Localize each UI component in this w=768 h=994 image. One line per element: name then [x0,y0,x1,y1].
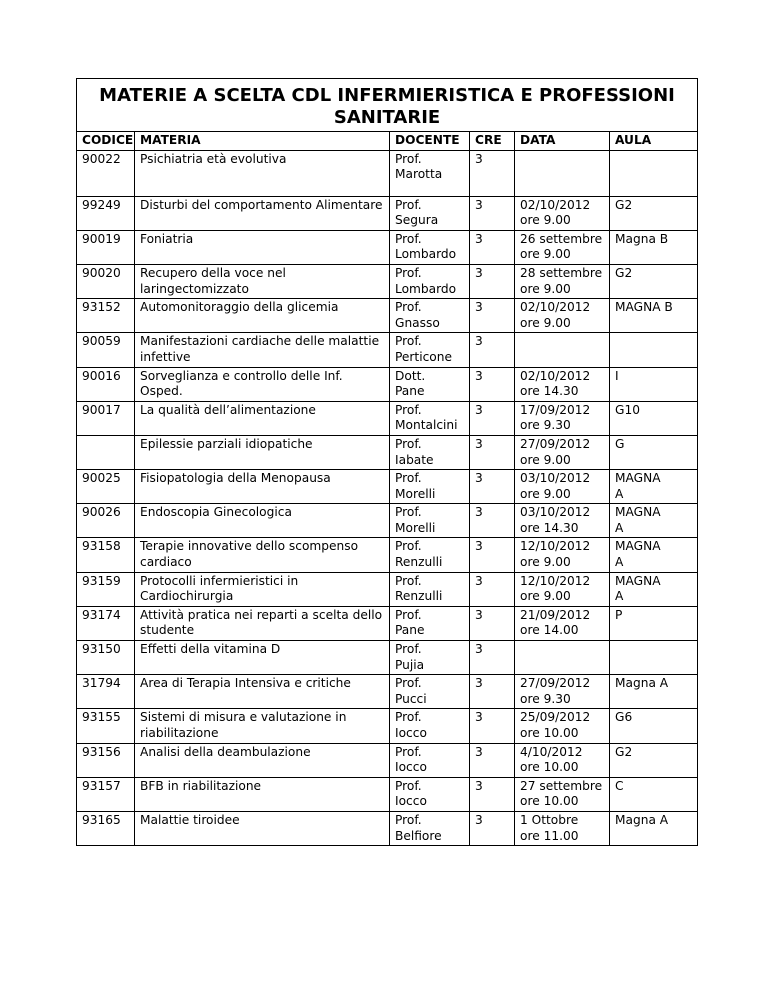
cell-aula [610,470,698,504]
cell-aula [610,196,698,230]
table-row [77,401,698,435]
cell-cre: 3 [470,777,515,811]
cell-docente-line: Pujia [395,657,425,672]
cell-codice: 93174 [77,606,135,640]
cell-docente-line: Iocco [395,794,427,809]
table-row [77,333,698,367]
cell-data [515,401,610,435]
table-row [77,150,698,196]
cell-data-line: 02/10/2012 [520,300,591,315]
cell-docente [390,675,470,709]
cell-data [515,435,610,469]
cell-docente [390,401,470,435]
cell-codice: 93165 [77,811,135,845]
cell-aula-line: G6 [615,710,633,725]
cell-aula [610,299,698,333]
cell-aula [610,572,698,606]
cell-aula [610,538,698,572]
cell-docente-line: Prof. [395,676,422,691]
cell-docente [390,538,470,572]
cell-cre: 3 [470,299,515,333]
cell-data-line: 12/10/2012 [520,573,591,588]
cell-docente-line: Belfiore [395,828,442,843]
table-row [77,572,698,606]
cell-materia: Fisiopatologia della Menopausa [135,470,390,504]
cell-docente-line: Pucci [395,691,427,706]
cell-data-line: 21/09/2012 [520,607,591,622]
cell-aula [610,401,698,435]
table-row [77,777,698,811]
cell-aula-line: I [615,368,619,383]
cell-data-line: ore 9.30 [520,418,571,433]
cell-codice: 93156 [77,743,135,777]
cell-docente-line: Prof. [395,265,422,280]
cell-docente [390,470,470,504]
cell-cre: 3 [470,572,515,606]
cell-aula-line: A [615,589,624,604]
cell-docente-line: Prof. [395,642,422,657]
cell-docente-line: Prof. [395,471,422,486]
cell-codice: 90059 [77,333,135,367]
cell-cre: 3 [470,333,515,367]
cell-docente-line: Prof. [395,436,422,451]
cell-docente-line: Marotta [395,167,443,182]
cell-cre: 3 [470,401,515,435]
cell-data-line: ore 10.00 [520,726,579,740]
cell-cre: 3 [470,709,515,743]
cell-data [515,196,610,230]
cell-docente-line: Prof. [395,231,422,246]
cell-data-line: ore 10.00 [520,760,579,775]
cell-data [515,150,610,196]
cell-codice: 90017 [77,401,135,435]
cell-docente-line: Prof. [395,812,422,827]
cell-codice [77,435,135,469]
cell-docente-line: Prof. [395,607,422,622]
table-row [77,435,698,469]
cell-data-line: 03/10/2012 [520,471,591,486]
cell-data-line: ore 9.00 [520,213,571,228]
table-row [77,709,698,743]
cell-docente-line: Iabate [395,452,434,467]
cell-docente-line: Iocco [395,760,427,775]
cell-data-line: 17/09/2012 [520,402,591,417]
cell-aula-line: A [615,555,624,570]
cell-cre: 3 [470,435,515,469]
cell-aula [610,777,698,811]
cell-docente-line: Iocco [395,726,427,740]
cell-data-line: ore 9.00 [520,315,571,330]
courses-table-body [77,79,698,846]
cell-docente-line: Lombardo [395,247,457,262]
cell-aula [610,333,698,367]
table-row [77,264,698,298]
cell-data [515,606,610,640]
cell-docente [390,264,470,298]
cell-docente [390,230,470,264]
cell-materia: BFB in riabilitazione [135,777,390,811]
cell-docente-line: Prof. [395,778,422,793]
cell-materia: Sorveglianza e controllo delle Inf. Osped. [135,367,390,401]
cell-data [515,264,610,298]
cell-docente-line: Renzulli [395,555,443,570]
cell-docente-line: Prof. [395,539,422,554]
cell-data-line: 02/10/2012 [520,197,591,212]
table-row [77,743,698,777]
cell-data-line: ore 9.00 [520,589,571,604]
cell-data-line: 1 Ottobre [520,812,579,827]
courses-table [76,78,698,846]
cell-docente-line: Perticone [395,349,452,364]
cell-docente-line: Prof. [395,505,422,520]
cell-data [515,333,610,367]
cell-data-line: ore 10.00 [520,794,579,809]
cell-docente [390,196,470,230]
cell-docente [390,333,470,367]
table-row [77,196,698,230]
cell-codice: 31794 [77,675,135,709]
cell-docente [390,743,470,777]
cell-data-line: 02/10/2012 [520,368,591,383]
cell-data-line: 03/10/2012 [520,505,591,520]
cell-materia: Manifestazioni cardiache delle malattie infettive [135,333,390,367]
cell-codice: 93157 [77,777,135,811]
cell-cre: 3 [470,675,515,709]
cell-codice: 93158 [77,538,135,572]
cell-data-line: 27 settembre [520,778,603,793]
cell-data [515,641,610,675]
cell-docente [390,606,470,640]
cell-materia: Epilessie parziali idiopatiche [135,435,390,469]
table-row [77,606,698,640]
title-row [77,79,698,132]
cell-aula [610,709,698,743]
cell-codice: 93152 [77,299,135,333]
cell-docente-line: Dott. [395,368,426,383]
cell-codice: 90026 [77,504,135,538]
cell-aula-line: G2 [615,197,633,212]
cell-materia: Analisi della deambulazione [135,743,390,777]
cell-cre: 3 [470,264,515,298]
cell-cre: 3 [470,538,515,572]
cell-materia: Attività pratica nei reparti a scelta dello studente [135,606,390,640]
cell-aula-line: G [615,436,625,451]
cell-docente-line: Pane [395,623,425,638]
cell-docente [390,572,470,606]
cell-docente [390,299,470,333]
cell-cre: 3 [470,196,515,230]
cell-materia: Endoscopia Ginecologica [135,504,390,538]
cell-aula [610,230,698,264]
cell-docente-line: Montalcini [395,418,458,433]
cell-docente-line: Morelli [395,520,436,535]
cell-codice: 93150 [77,641,135,675]
cell-aula-line: P [615,607,623,622]
table-row [77,504,698,538]
cell-docente-line: Lombardo [395,281,457,296]
cell-data-line: ore 14.30 [520,384,579,399]
cell-codice: 90016 [77,367,135,401]
cell-aula-line: MAGNA [615,573,661,588]
cell-docente-line: Prof. [395,573,422,588]
cell-codice: 90019 [77,230,135,264]
cell-docente [390,777,470,811]
cell-data [515,709,610,743]
cell-aula-line: MAGNA B [615,300,673,315]
cell-aula [610,811,698,845]
cell-docente-line: Prof. [395,402,422,417]
cell-docente-line: Prof. [395,300,422,315]
cell-aula [610,743,698,777]
cell-data-line: 27/09/2012 [520,436,591,451]
cell-docente-line: Prof. [395,744,422,759]
cell-aula-line: A [615,520,624,535]
cell-data-line: 28 settembre [520,265,603,280]
cell-aula [610,150,698,196]
cell-materia: Malattie tiroidee [135,811,390,845]
cell-materia: Protocolli infermieristici in Cardiochirurgia [135,572,390,606]
cell-data-line: 26 settembre [520,231,603,246]
cell-cre: 3 [470,606,515,640]
cell-data-line: ore 9.00 [520,281,571,296]
cell-aula-line: MAGNA [615,505,661,520]
cell-cre: 3 [470,150,515,196]
header-cre: CRE [470,132,515,151]
cell-data-line: ore 9.00 [520,555,571,570]
header-row [77,132,698,151]
cell-docente [390,811,470,845]
table-row [77,230,698,264]
cell-data [515,504,610,538]
cell-aula [610,367,698,401]
cell-docente [390,641,470,675]
header-materia: MATERIA [135,132,390,151]
cell-data-line: ore 9.00 [520,452,571,467]
cell-data-line: 4/10/2012 [520,744,583,759]
cell-materia: Psichiatria età evolutiva [135,150,390,196]
table-row [77,538,698,572]
cell-docente-line: Prof. [395,710,422,725]
cell-data-line: ore 9.30 [520,691,571,706]
cell-docente-line: Morelli [395,486,436,501]
cell-aula [610,606,698,640]
table-row [77,811,698,845]
cell-aula [610,264,698,298]
cell-aula [610,641,698,675]
cell-docente [390,367,470,401]
header-aula: AULA [610,132,698,151]
cell-cre: 3 [470,743,515,777]
header-data: DATA [515,132,610,151]
cell-aula-line: G2 [615,744,633,759]
cell-aula-line: C [615,778,624,793]
cell-aula-line: A [615,486,624,501]
cell-materia: Automonitoraggio della glicemia [135,299,390,333]
cell-materia: Foniatria [135,230,390,264]
cell-aula-line: G2 [615,265,633,280]
cell-data [515,538,610,572]
cell-materia: Area di Terapia Intensiva e critiche [135,675,390,709]
cell-data [515,743,610,777]
cell-data-line: ore 11.00 [520,828,579,843]
cell-data-line: 25/09/2012 [520,710,591,725]
cell-data [515,299,610,333]
cell-docente-line: Renzulli [395,589,443,604]
table-row [77,470,698,504]
cell-docente [390,709,470,743]
table-row [77,641,698,675]
cell-data [515,811,610,845]
cell-cre: 3 [470,504,515,538]
cell-data-line: 27/09/2012 [520,676,591,691]
cell-aula-line: Magna A [615,676,669,691]
cell-aula-line: Magna A [615,812,669,827]
cell-materia: Terapie innovative dello scompenso cardiaco [135,538,390,572]
document-title: MATERIE A SCELTA CDL INFERMIERISTICA E PROFESSIONI SANITARIE [77,79,698,132]
cell-codice: 90025 [77,470,135,504]
cell-docente [390,435,470,469]
cell-data [515,230,610,264]
cell-materia: Effetti della vitamina D [135,641,390,675]
cell-materia: Recupero della voce nel laringectomizzato [135,264,390,298]
cell-aula-line: G10 [615,402,640,417]
cell-docente [390,150,470,196]
cell-codice: 93155 [77,709,135,743]
table-row [77,299,698,333]
cell-data-line: 12/10/2012 [520,539,591,554]
cell-docente-line: Prof. [395,334,422,349]
header-docente: DOCENTE [390,132,470,151]
cell-data-line: ore 14.30 [520,520,579,535]
cell-materia: Disturbi del comportamento Alimentare [135,196,390,230]
cell-aula-line: MAGNA [615,471,661,486]
cell-materia: La qualità dell’alimentazione [135,401,390,435]
cell-cre: 3 [470,230,515,264]
table-row [77,675,698,709]
header-codice: CODICE [77,132,135,151]
cell-cre: 3 [470,811,515,845]
cell-codice: 90022 [77,150,135,196]
cell-docente-line: Gnasso [395,315,440,330]
cell-aula [610,675,698,709]
cell-codice: 93159 [77,572,135,606]
cell-aula [610,504,698,538]
cell-data-line: ore 9.00 [520,486,571,501]
cell-data [515,367,610,401]
cell-data [515,675,610,709]
cell-data-line: ore 14.00 [520,623,579,638]
cell-data [515,777,610,811]
cell-docente-line: Prof. [395,151,422,166]
cell-data [515,470,610,504]
cell-aula-line: Magna B [615,231,669,246]
cell-codice: 99249 [77,196,135,230]
cell-cre: 3 [470,367,515,401]
cell-materia: Sistemi di misura e valutazione in riabilitazione [135,709,390,743]
cell-docente-line: Segura [395,213,439,228]
table-row [77,367,698,401]
cell-cre: 3 [470,470,515,504]
cell-docente [390,504,470,538]
cell-codice: 90020 [77,264,135,298]
cell-data-line: ore 9.00 [520,247,571,262]
cell-cre: 3 [470,641,515,675]
cell-docente-line: Prof. [395,197,422,212]
cell-docente-line: Pane [395,384,425,399]
cell-aula-line: MAGNA [615,539,661,554]
cell-aula [610,435,698,469]
cell-data [515,572,610,606]
